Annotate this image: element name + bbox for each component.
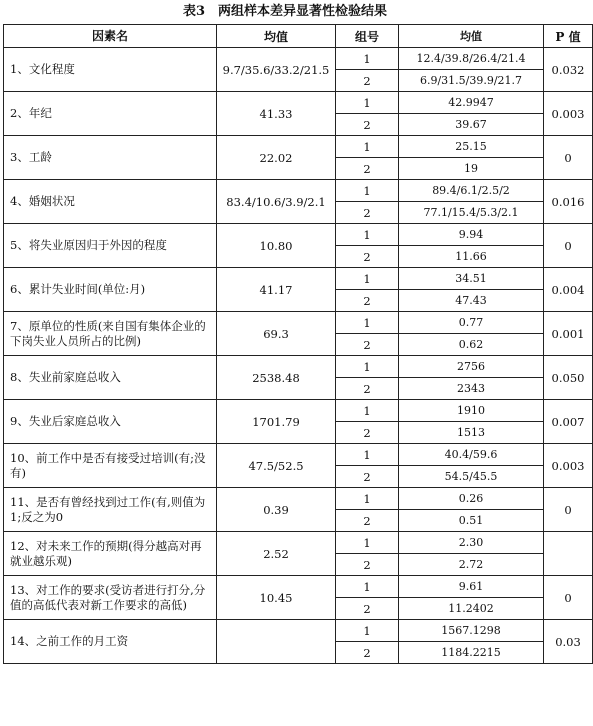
- factor-cell: 11、是否有曾经找到过工作(有,则值为1;反之为0: [4, 488, 217, 532]
- header-factor: 因素名: [4, 25, 217, 48]
- group-mean-cell: 19: [399, 158, 544, 180]
- group-mean-cell: 0.77: [399, 312, 544, 334]
- table-body: [4, 48, 593, 664]
- mean-cell: 9.7/35.6/33.2/21.5: [217, 48, 336, 92]
- group-mean-cell: 25.15: [399, 136, 544, 158]
- group-mean-cell: 39.67: [399, 114, 544, 136]
- table-row: [4, 136, 593, 158]
- p-value-cell: 0.003: [544, 92, 593, 136]
- table-row: [4, 312, 593, 334]
- group-cell: 2: [336, 70, 399, 92]
- group-cell: 1: [336, 444, 399, 466]
- group-mean-cell: 1910: [399, 400, 544, 422]
- p-value-cell: 0.03: [544, 620, 593, 664]
- mean-cell: 47.5/52.5: [217, 444, 336, 488]
- group-cell: 2: [336, 422, 399, 444]
- header-group-mean: 均值: [399, 25, 544, 48]
- factor-cell: 6、累计失业时间(单位:月): [4, 268, 217, 312]
- p-value-cell: 0.032: [544, 48, 593, 92]
- group-mean-cell: 6.9/31.5/39.9/21.7: [399, 70, 544, 92]
- group-cell: 2: [336, 290, 399, 312]
- group-cell: 2: [336, 246, 399, 268]
- group-mean-cell: 11.2402: [399, 598, 544, 620]
- table-row: [4, 444, 593, 466]
- group-cell: 2: [336, 466, 399, 488]
- group-mean-cell: 54.5/45.5: [399, 466, 544, 488]
- table-row: [4, 576, 593, 598]
- p-value-cell: 0.016: [544, 180, 593, 224]
- group-mean-cell: 0.26: [399, 488, 544, 510]
- group-cell: 1: [336, 576, 399, 598]
- group-mean-cell: 77.1/15.4/5.3/2.1: [399, 202, 544, 224]
- group-cell: 2: [336, 642, 399, 664]
- p-value-cell: 0: [544, 576, 593, 620]
- group-mean-cell: 2756: [399, 356, 544, 378]
- group-cell: 1: [336, 180, 399, 202]
- table-row: [4, 180, 593, 202]
- factor-cell: 1、文化程度: [4, 48, 217, 92]
- mean-cell: 41.17: [217, 268, 336, 312]
- group-cell: 2: [336, 158, 399, 180]
- p-value-cell: 0: [544, 488, 593, 532]
- p-value-cell: 0.007: [544, 400, 593, 444]
- factor-cell: 14、之前工作的月工资: [4, 620, 217, 664]
- group-cell: 1: [336, 488, 399, 510]
- group-mean-cell: 9.94: [399, 224, 544, 246]
- header-group: 组号: [336, 25, 399, 48]
- table-row: [4, 620, 593, 642]
- mean-cell: 0.39: [217, 488, 336, 532]
- table-row: [4, 92, 593, 114]
- factor-cell: 5、将失业原因归于外因的程度: [4, 224, 217, 268]
- mean-cell: 1701.79: [217, 400, 336, 444]
- group-cell: 1: [336, 136, 399, 158]
- group-cell: 2: [336, 114, 399, 136]
- group-mean-cell: 47.43: [399, 290, 544, 312]
- mean-cell: 41.33: [217, 92, 336, 136]
- p-value-cell: 0.004: [544, 268, 593, 312]
- mean-cell: 69.3: [217, 312, 336, 356]
- table-row: [4, 532, 593, 554]
- group-mean-cell: 2.72: [399, 554, 544, 576]
- group-mean-cell: 0.51: [399, 510, 544, 532]
- group-cell: 2: [336, 598, 399, 620]
- group-cell: 1: [336, 400, 399, 422]
- significance-table: [3, 24, 593, 664]
- p-value-cell: 0.003: [544, 444, 593, 488]
- mean-cell: 2.52: [217, 532, 336, 576]
- group-cell: 1: [336, 92, 399, 114]
- table-row: [4, 268, 593, 290]
- group-mean-cell: 40.4/59.6: [399, 444, 544, 466]
- mean-cell: 83.4/10.6/3.9/2.1: [217, 180, 336, 224]
- group-cell: 1: [336, 268, 399, 290]
- p-value-cell: [544, 532, 593, 576]
- group-mean-cell: 42.9947: [399, 92, 544, 114]
- group-cell: 1: [336, 532, 399, 554]
- table-row: [4, 224, 593, 246]
- mean-cell: 10.45: [217, 576, 336, 620]
- p-value-cell: 0: [544, 224, 593, 268]
- group-mean-cell: 2.30: [399, 532, 544, 554]
- group-mean-cell: 9.61: [399, 576, 544, 598]
- group-cell: 1: [336, 48, 399, 70]
- factor-cell: 10、前工作中是否有接受过培训(有;没有): [4, 444, 217, 488]
- group-mean-cell: 34.51: [399, 268, 544, 290]
- factor-cell: 9、失业后家庭总收入: [4, 400, 217, 444]
- p-value-cell: 0: [544, 136, 593, 180]
- table-caption: 表3 两组样本差异显著性检验结果: [182, 4, 388, 19]
- group-cell: 2: [336, 510, 399, 532]
- group-mean-cell: 11.66: [399, 246, 544, 268]
- group-cell: 2: [336, 202, 399, 224]
- factor-cell: 4、婚姻状况: [4, 180, 217, 224]
- group-mean-cell: 89.4/6.1/2.5/2: [399, 180, 544, 202]
- group-cell: 1: [336, 356, 399, 378]
- table-row: [4, 400, 593, 422]
- factor-cell: 13、对工作的要求(受访者进行打分,分值的高低代表对新工作要求的高低): [4, 576, 217, 620]
- group-cell: 2: [336, 378, 399, 400]
- header-row: [4, 25, 593, 48]
- group-cell: 1: [336, 312, 399, 334]
- group-cell: 1: [336, 620, 399, 642]
- factor-cell: 12、对未来工作的预期(得分越高对再就业越乐观): [4, 532, 217, 576]
- mean-cell: 10.80: [217, 224, 336, 268]
- factor-cell: 3、工龄: [4, 136, 217, 180]
- table-row: [4, 48, 593, 70]
- mean-cell: [217, 620, 336, 664]
- table-row: [4, 356, 593, 378]
- p-value-cell: 0.001: [544, 312, 593, 356]
- mean-cell: 2538.48: [217, 356, 336, 400]
- mean-cell: 22.02: [217, 136, 336, 180]
- factor-cell: 8、失业前家庭总收入: [4, 356, 217, 400]
- factor-cell: 7、原单位的性质(来自国有集体企业的下岗失业人员所占的比例): [4, 312, 217, 356]
- group-mean-cell: 1184.2215: [399, 642, 544, 664]
- group-mean-cell: 12.4/39.8/26.4/21.4: [399, 48, 544, 70]
- table-row: [4, 488, 593, 510]
- group-cell: 2: [336, 554, 399, 576]
- group-cell: 2: [336, 334, 399, 356]
- group-mean-cell: 1513: [399, 422, 544, 444]
- group-mean-cell: 2343: [399, 378, 544, 400]
- p-value-cell: 0.050: [544, 356, 593, 400]
- header-p-value: P 值: [544, 25, 593, 48]
- group-cell: 1: [336, 224, 399, 246]
- factor-cell: 2、年纪: [4, 92, 217, 136]
- group-mean-cell: 1567.1298: [399, 620, 544, 642]
- group-mean-cell: 0.62: [399, 334, 544, 356]
- header-mean: 均值: [217, 25, 336, 48]
